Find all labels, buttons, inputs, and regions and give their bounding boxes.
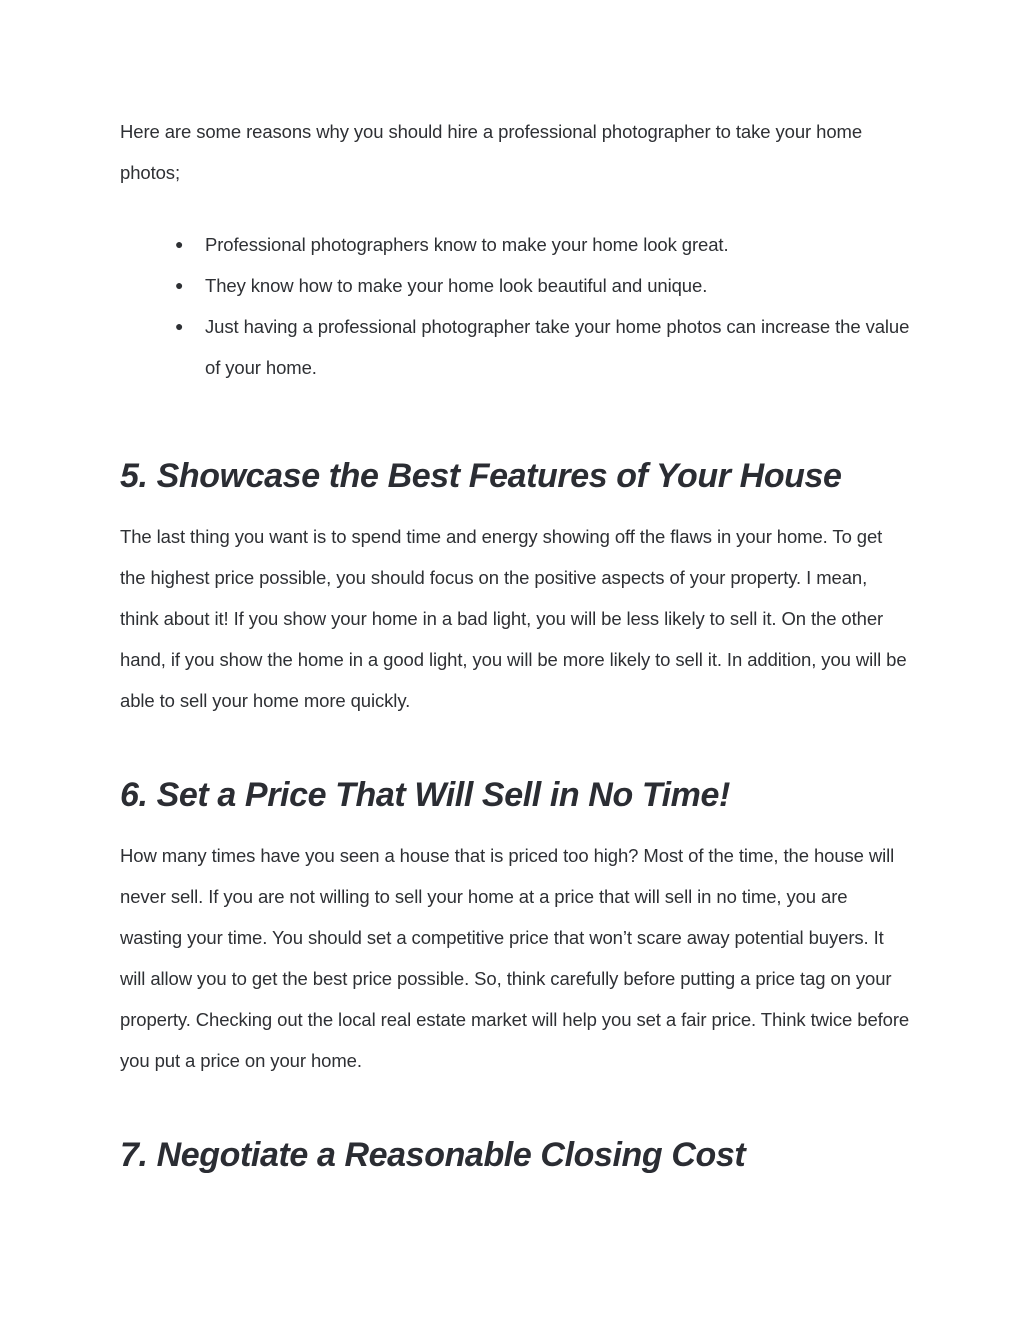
bullet-icon: ● xyxy=(175,236,184,252)
list-item-text: Professional photographers know to make your home look great. xyxy=(205,234,729,255)
section-5-body: The last thing you want is to spend time and energy showing off the flaws in your home. To get the highest price possible, you should focus on the positive aspects of your property. I mean, think about it! If you show your home in a bad light, you will be less likely to sell it. On the other hand, if you show the home in a good light, you will be more likely to sell it. In addition, you will be able to sell your home more quickly. xyxy=(120,526,907,711)
section-6-body: How many times have you seen a house that is priced too high? Most of the time, the house will never sell. If you are not willing to sell your home at a price that will sell in no time, you are wasting your time. You should set a competitive price that won’t scare away potential buyers. It will allow you to get the best price possible. So, think carefully before putting a price tag on your property. Checking out the local real estate market will help you set a fair price. Think twice before you put a price on your home. xyxy=(120,845,910,1071)
list-item xyxy=(175,224,910,265)
section-6-heading: 6. Set a Price That Will Sell in No Time! xyxy=(120,776,730,814)
reasons-list xyxy=(120,224,910,388)
list-item-text: Just having a professional photographer take your home photos can increase the value of your home. xyxy=(205,316,910,378)
list-item xyxy=(175,306,910,388)
document-page xyxy=(120,111,910,1177)
section-5-heading: 5. Showcase the Best Features of Your House xyxy=(120,457,842,495)
list-item-text: They know how to make your home look beautiful and unique. xyxy=(205,275,708,296)
bullet-icon: ● xyxy=(175,277,184,293)
section-7-heading: 7. Negotiate a Reasonable Closing Cost xyxy=(120,1136,746,1174)
intro-paragraph: Here are some reasons why you should hire a professional photographer to take your home photos; xyxy=(120,121,863,183)
list-item xyxy=(175,265,910,306)
bullet-icon: ● xyxy=(175,318,184,334)
